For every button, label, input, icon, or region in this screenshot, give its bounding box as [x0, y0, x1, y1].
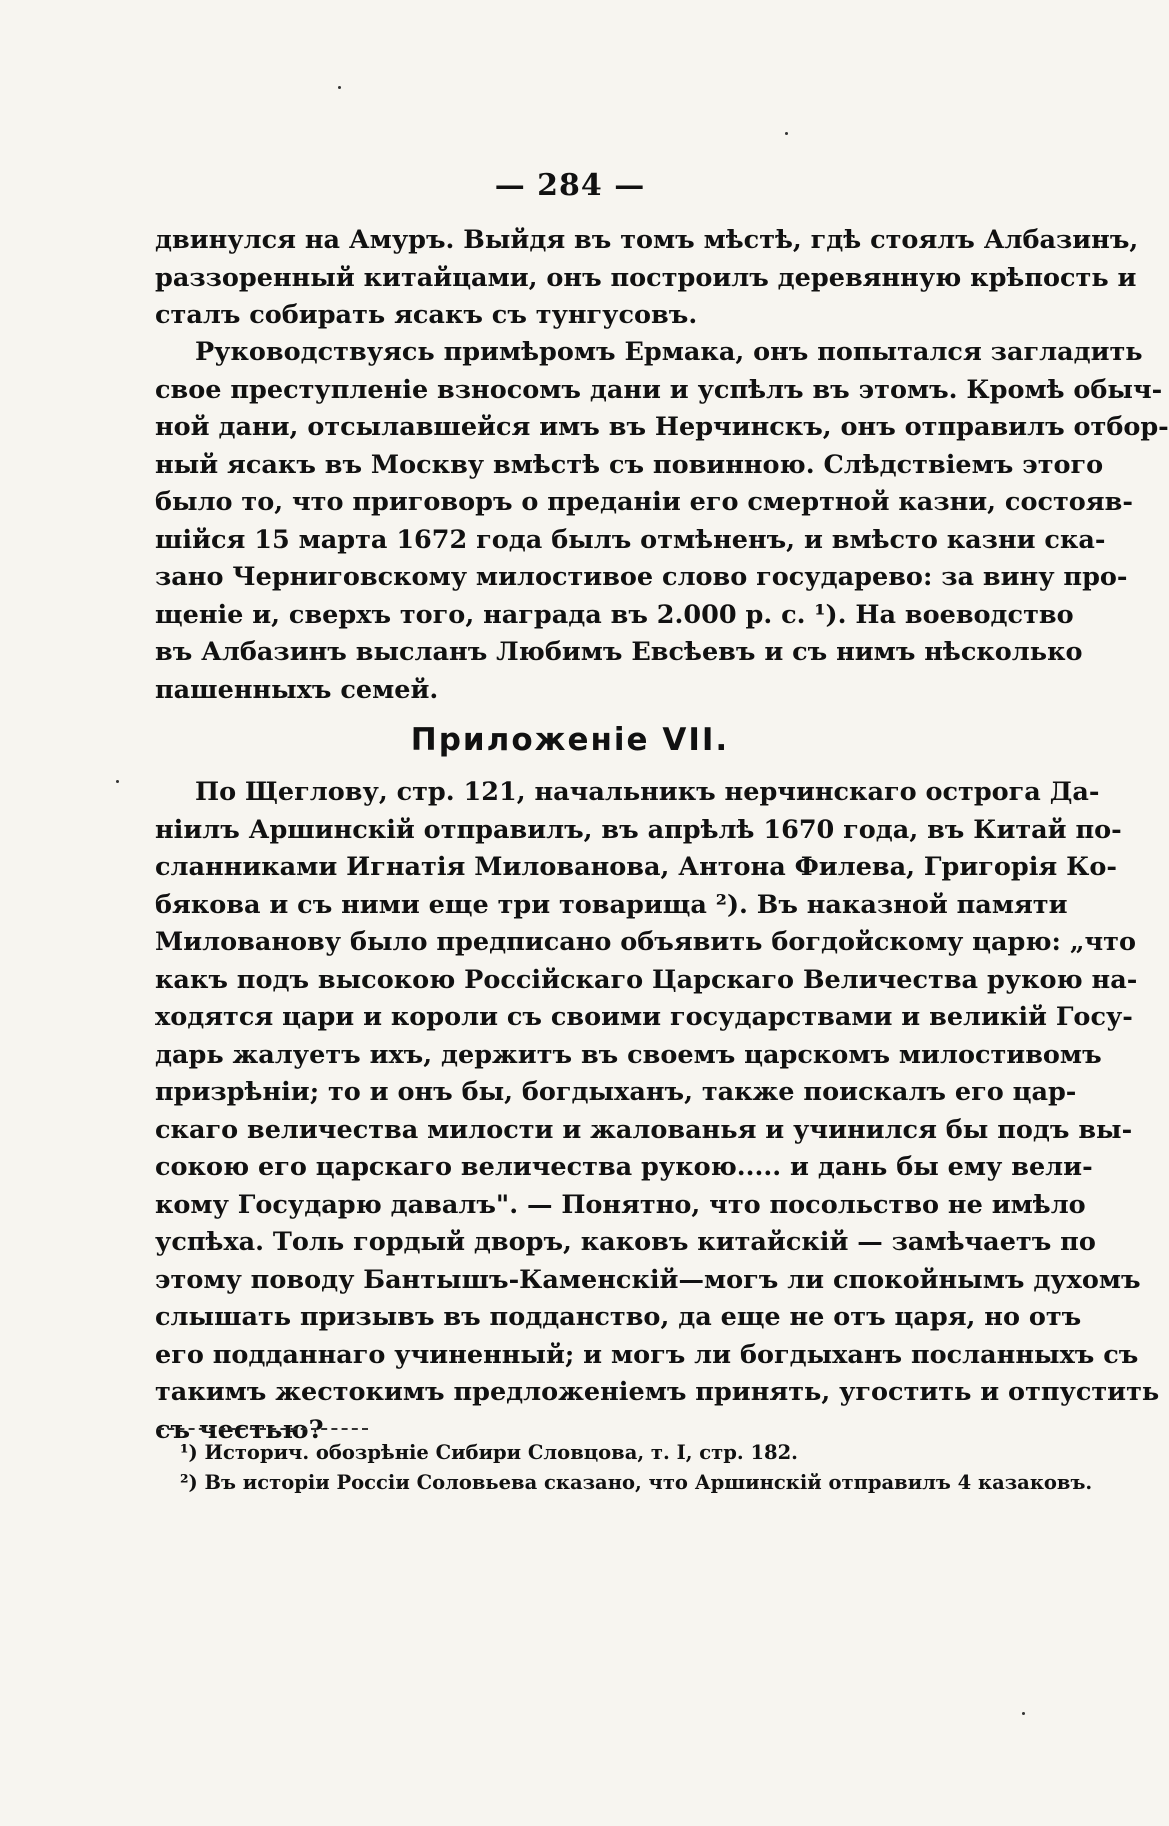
footnote-2: ²) Въ исторіи Россіи Соловьева сказано, что Аршинскій отправилъ 4 казаковъ.	[180, 1471, 1093, 1494]
footnote-divider	[158, 1428, 368, 1430]
text-line: его подданнаго учиненный; и могъ ли богдыханъ посланныхъ съ	[155, 1339, 1139, 1370]
text-line: Руководствуясь примѣромъ Ермака, онъ попытался загладить	[195, 337, 1143, 367]
text-line: сталъ собирать ясакъ съ тунгусовъ.	[155, 300, 698, 330]
text-line: кому Государю давалъ". — Понятно, что посольство не имѣло	[155, 1189, 1086, 1220]
text-line: сокою его царскаго величества рукою..... и дань бы ему вели-	[155, 1152, 1093, 1182]
text-line: этому поводу Бантышъ-Каменскій—могъ ли спокойнымъ духомъ	[155, 1264, 1141, 1295]
text-line: успѣха. Толь гордый дворъ, каковъ китайскій — замѣчаетъ по	[155, 1227, 1096, 1257]
text-line: пашенныхъ семей.	[155, 674, 439, 705]
text-line: ной дани, отсылавшейся имъ въ Нерчинскъ, онъ отправилъ отбор-	[155, 412, 1169, 442]
text-line: ніилъ Аршинскій отправилъ, въ апрѣлѣ 1670 года, въ Китай по-	[155, 814, 1122, 845]
text-line: такимъ жестокимъ предложеніемъ принять, угостить и отпустить	[155, 1377, 1160, 1407]
text-line: слышать призывъ въ подданство, да еще не отъ царя, но отъ	[155, 1302, 1082, 1332]
text-line: какъ подъ высокою Россійскаго Царскаго Величества рукою на-	[155, 964, 1138, 995]
scan-speck	[785, 132, 788, 135]
text-line: ходятся цари и короли съ своими государствами и великій Госу-	[155, 1002, 1133, 1032]
text-line: раззоренный китайцами, онъ построилъ деревянную крѣпость и	[155, 262, 1137, 293]
text-line: было то, что приговоръ о преданіи его смертной казни, состояв-	[155, 487, 1133, 517]
paragraph-continuation	[155, 222, 1139, 335]
paragraph-ermak	[155, 334, 1169, 709]
text-line: сланниками Игнатія Милованова, Антона Филева, Григорія Ко-	[155, 852, 1117, 882]
text-line: дарь жалуетъ ихъ, держитъ въ своемъ царскомъ милостивомъ	[155, 1039, 1102, 1070]
text-line: свое преступленіе взносомъ дани и успѣлъ въ этомъ. Кромѣ обыч-	[155, 374, 1163, 405]
page-number: — 284 —	[494, 168, 646, 203]
text-line: бякова и съ ними еще три товарища ²). Въ наказной памяти	[155, 889, 1068, 920]
scan-speck	[1022, 1712, 1025, 1715]
text-line: призрѣніи; то и онъ бы, богдыханъ, также поискалъ его цар-	[155, 1077, 1077, 1107]
text-line: скаго величества милости и жалованья и учинился бы подъ вы-	[155, 1114, 1133, 1145]
appendix-heading: Приложеніе VII.	[410, 722, 730, 758]
footnote-1: ¹) Историч. обозрѣніе Сибири Словцова, т. I, стр. 182.	[180, 1441, 798, 1464]
text-line: двинулся на Амуръ. Выйдя въ томъ мѣстѣ, гдѣ стоялъ Албазинъ,	[155, 225, 1139, 255]
text-line: ный ясакъ въ Москву вмѣстѣ съ повинною. Слѣдствіемъ этого	[155, 449, 1104, 480]
text-line: въ Албазинъ высланъ Любимъ Евсѣевъ и съ нимъ нѣсколько	[155, 637, 1083, 667]
paragraph-appendix	[155, 774, 1160, 1449]
text-line: По Щеглову, стр. 121, начальникъ нерчинскаго острога Да-	[195, 777, 1100, 807]
text-line: Милованову было предписано объявить богдойскому царю: „что	[155, 927, 1136, 957]
text-line: щеніе и, сверхъ того, награда въ 2.000 р. с. ¹). На воеводство	[155, 599, 1074, 630]
footnotes	[180, 1438, 1093, 1498]
scan-speck	[116, 780, 119, 783]
scan-speck	[338, 86, 341, 89]
text-line: зано Черниговскому милостивое слово государево: за вину про-	[155, 562, 1128, 592]
text-line: шійся 15 марта 1672 года былъ отмѣненъ, и вмѣсто казни ска-	[155, 524, 1106, 555]
text-line: съ честью?	[155, 1414, 324, 1445]
